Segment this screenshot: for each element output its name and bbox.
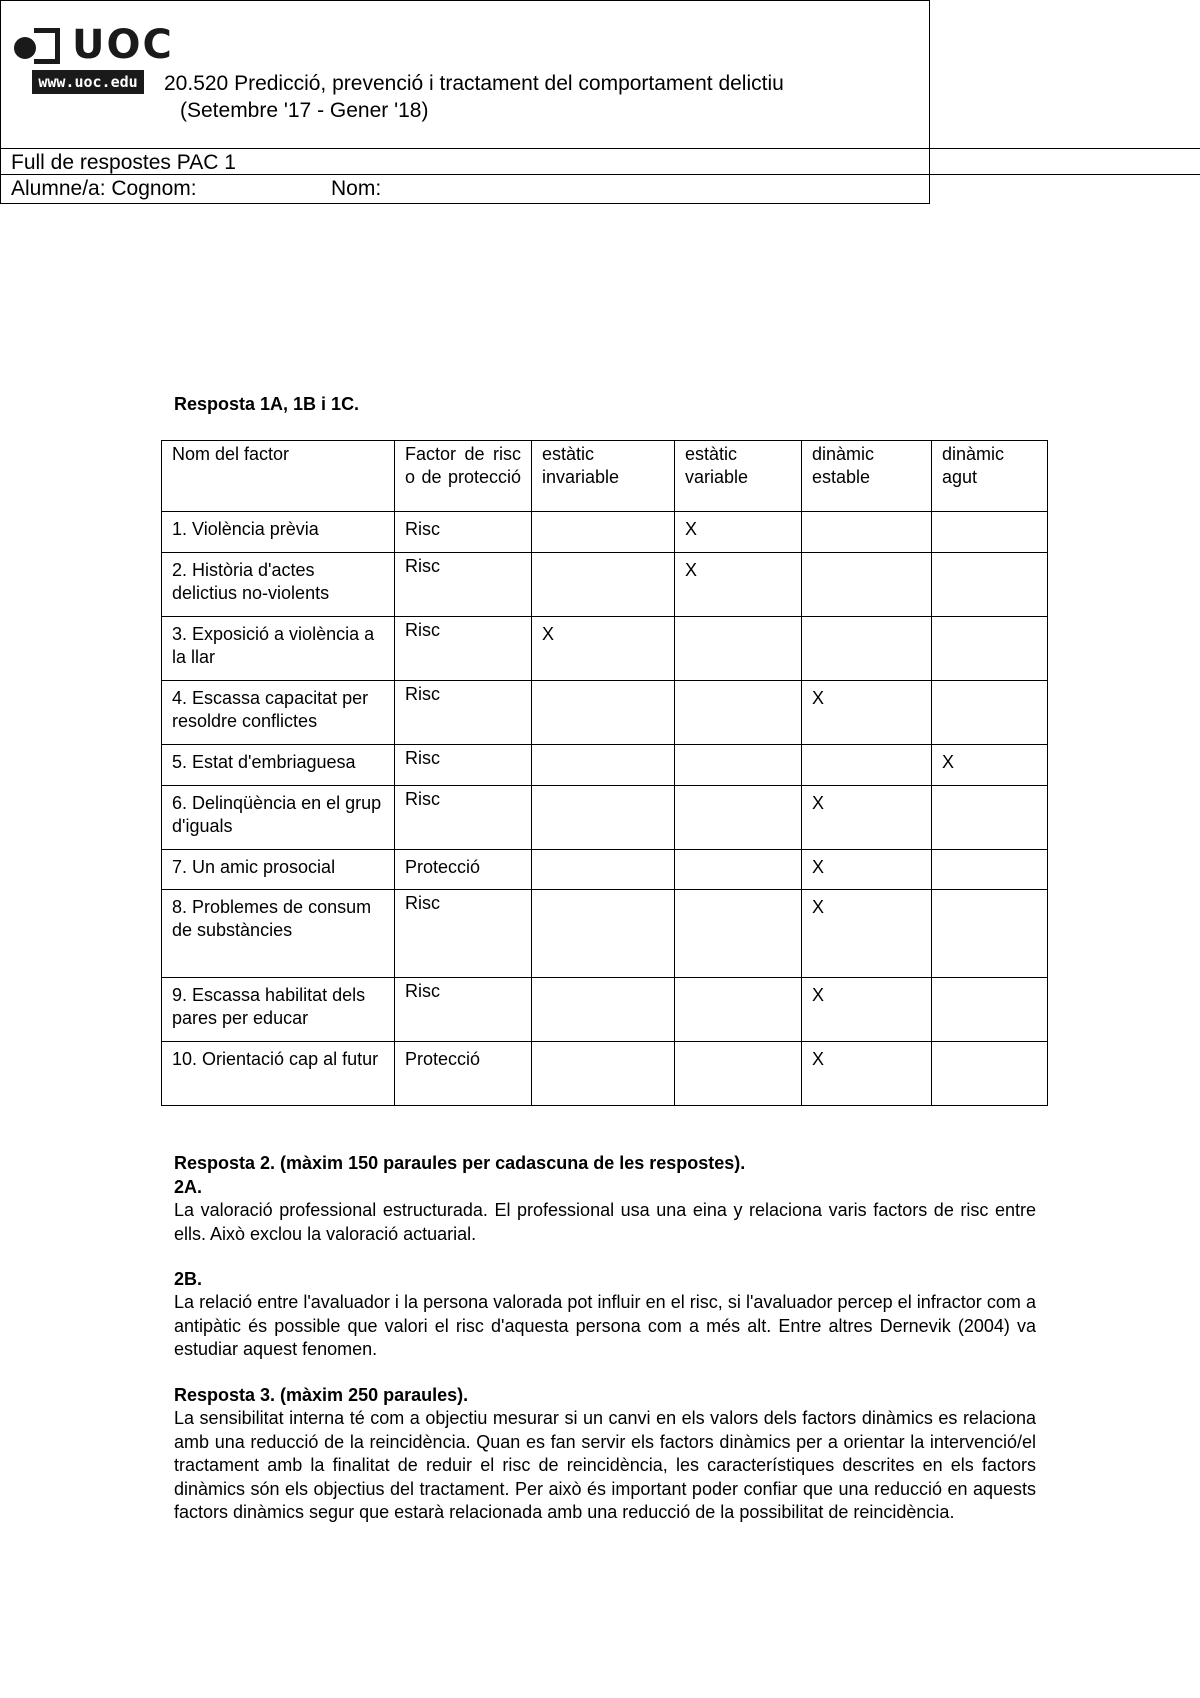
mark-cell — [932, 553, 1048, 617]
factor-type: Protecció — [395, 1042, 532, 1106]
mark-cell — [532, 681, 675, 745]
mark-cell — [532, 978, 675, 1042]
table-row — [162, 850, 1048, 890]
logo-bracket-icon — [34, 28, 60, 64]
mark-cell — [532, 553, 675, 617]
table-row — [162, 681, 1048, 745]
col-header: dinàmic estable — [802, 441, 932, 512]
name-label: Nom: — [331, 177, 382, 200]
factor-type: Risc — [395, 681, 532, 745]
mark-cell — [932, 786, 1048, 850]
mark-cell — [532, 745, 675, 786]
factor-name: 5. Estat d'embriaguesa — [162, 745, 395, 786]
sheet-title: Full de respostes PAC 1 — [0, 148, 1200, 175]
col-header: Nom del factor — [162, 441, 395, 512]
factor-name: 3. Exposició a violència a la llar — [162, 617, 395, 681]
factor-type: Risc — [395, 786, 532, 850]
mark-cell: X — [802, 786, 932, 850]
logo-dot-icon — [14, 37, 36, 59]
table-header-row — [162, 441, 1048, 512]
mark-cell: X — [802, 850, 932, 890]
col-header: Factor de risc o de protecció — [395, 441, 532, 512]
mark-cell — [802, 553, 932, 617]
mark-cell — [532, 1042, 675, 1106]
course-title: 20.520 Predicció, prevenció i tractament del comportament delictiu — [164, 72, 784, 95]
col-header: estàtic invariable — [532, 441, 675, 512]
section2b-text: La relació entre l'avaluador i la persona valorada pot influir en el risc, si l'avaluador percep el infractor com a antipàtic és possible que valori el risc d'aquesta persona com a més alt. Entre altres Dernevik (2004) va estudiar aquest fenomen. — [174, 1292, 1036, 1359]
factor-name: 8. Problemes de consum de substàncies — [162, 890, 395, 978]
table-row — [162, 553, 1048, 617]
mark-cell — [532, 786, 675, 850]
section1-heading: Resposta 1A, 1B i 1C. — [174, 394, 360, 414]
factor-type: Risc — [395, 978, 532, 1042]
table-row — [162, 978, 1048, 1042]
mark-cell: X — [802, 890, 932, 978]
course-title-block — [164, 70, 784, 124]
mark-cell — [675, 617, 802, 681]
mark-cell — [802, 512, 932, 553]
mark-cell — [675, 681, 802, 745]
mark-cell: X — [675, 553, 802, 617]
mark-cell — [932, 850, 1048, 890]
semester: (Setembre '17 - Gener '18) — [180, 99, 429, 122]
factor-type: Risc — [395, 512, 532, 553]
mark-cell: X — [932, 745, 1048, 786]
factor-name: 1. Violència prèvia — [162, 512, 395, 553]
logo-url: www.uoc.edu — [32, 70, 144, 94]
mark-cell — [675, 786, 802, 850]
header-top — [0, 0, 1200, 148]
factor-type: Risc — [395, 745, 532, 786]
factor-name: 7. Un amic prosocial — [162, 850, 395, 890]
factor-name: 9. Escassa habilitat dels pares per educar — [162, 978, 395, 1042]
table-row — [162, 745, 1048, 786]
mark-cell — [802, 745, 932, 786]
factor-name: 2. Història d'actes delictius no-violents — [162, 553, 395, 617]
section2a-text: La valoració professional estructurada. El professional usa una eina y relaciona varis factors de risc entre ells. Això exclou la valoració actuarial. — [174, 1200, 1036, 1244]
section2b-label: 2B. — [174, 1269, 203, 1289]
mark-cell — [932, 681, 1048, 745]
mark-cell — [802, 617, 932, 681]
mark-cell — [675, 890, 802, 978]
factor-name: 4. Escassa capacitat per resoldre conflictes — [162, 681, 395, 745]
table-row — [162, 1042, 1048, 1106]
col-header: dinàmic agut — [932, 441, 1048, 512]
mark-cell — [932, 890, 1048, 978]
factor-type: Protecció — [395, 850, 532, 890]
mark-cell — [532, 512, 675, 553]
mark-cell — [932, 978, 1048, 1042]
mark-cell — [532, 850, 675, 890]
mark-cell — [675, 978, 802, 1042]
mark-cell: X — [802, 1042, 932, 1106]
logo-text: UOC — [72, 22, 174, 68]
factor-name: 6. Delinqüència en el grup d'iguals — [162, 786, 395, 850]
table-row — [162, 890, 1048, 978]
student-label: Alumne/a: Cognom: — [11, 177, 197, 200]
header-box — [0, 0, 930, 204]
mark-cell: X — [802, 681, 932, 745]
mark-cell — [932, 617, 1048, 681]
factor-type: Risc — [395, 553, 532, 617]
section3-heading: Resposta 3. (màxim 250 paraules). — [174, 1385, 469, 1405]
factor-type: Risc — [395, 617, 532, 681]
mark-cell: X — [675, 512, 802, 553]
mark-cell — [932, 1042, 1048, 1106]
section2-heading: Resposta 2. (màxim 150 paraules per cadascuna de les respostes). — [174, 1153, 746, 1173]
factor-type: Risc — [395, 890, 532, 978]
section3-text: La sensibilitat interna té com a objectiu mesurar si un canvi en els valors dels factors dinàmics es relaciona amb una reducció de la reincidència. Quan es fan servir els factors dinàmics per a orientar la intervenció/el tractament amb la finalitat de reduir el risc de reincidència, les característiques descrites en els factors dinàmics són els objectius del tractament. Per això és important poder confiar que una reducció en aquests factors dinàmics segur que estarà relacionada amb una reducció de la possibilitat de reincidència. — [174, 1408, 1036, 1522]
table-row — [162, 786, 1048, 850]
table-row — [162, 512, 1048, 553]
mark-cell — [532, 890, 675, 978]
mark-cell — [675, 745, 802, 786]
factors-table — [161, 440, 1048, 1106]
factor-name: 10. Orientació cap al futur — [162, 1042, 395, 1106]
mark-cell — [675, 1042, 802, 1106]
col-header: estàtic variable — [675, 441, 802, 512]
mark-cell: X — [802, 978, 932, 1042]
table-row — [162, 617, 1048, 681]
mark-cell — [932, 512, 1048, 553]
student-row — [0, 174, 1200, 201]
section2a-label: 2A. — [174, 1177, 203, 1197]
mark-cell: X — [532, 617, 675, 681]
mark-cell — [675, 850, 802, 890]
